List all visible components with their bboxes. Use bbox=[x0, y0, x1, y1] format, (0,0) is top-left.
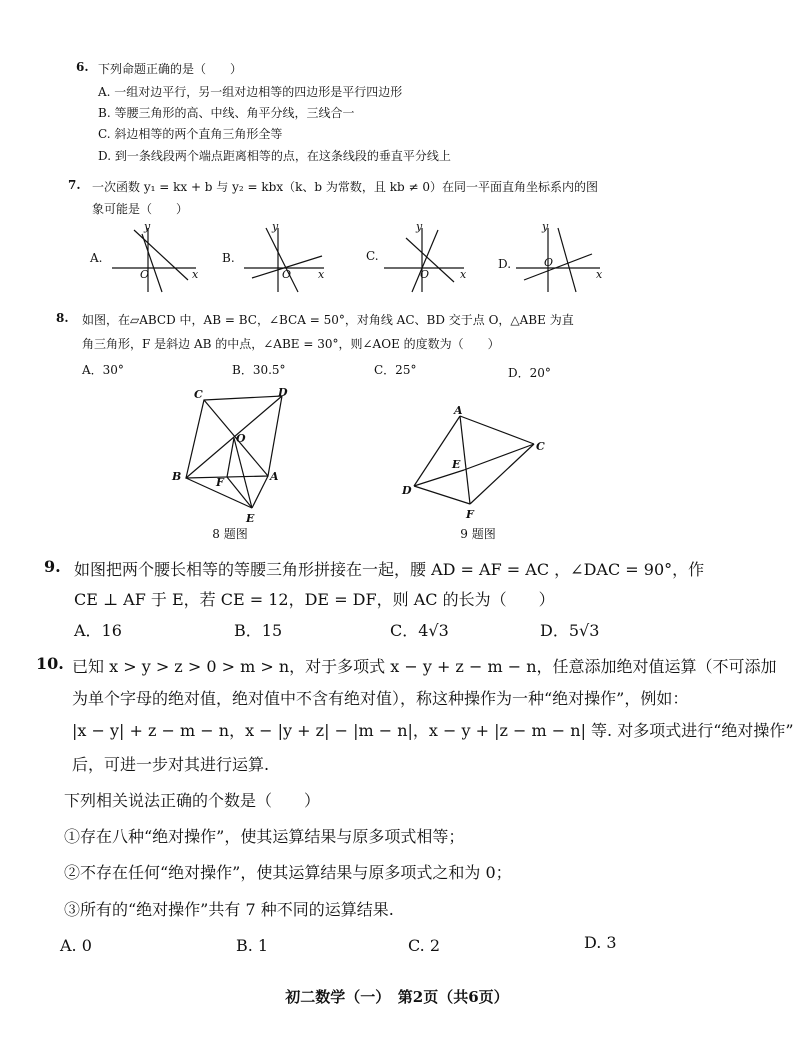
q9-option-a: A．16 bbox=[74, 621, 122, 640]
fig8-label-a: A bbox=[270, 470, 279, 483]
fig8-segment-ae bbox=[252, 476, 268, 508]
fig8-label-o: O bbox=[236, 432, 246, 445]
fig9-segment-df bbox=[414, 486, 470, 504]
q9-stem-line2: CE ⊥ AF 于 E，若 CE = 12，DE = DF，则 AC 的长为（ ） bbox=[74, 590, 555, 609]
q7-option-b-label: B. bbox=[222, 251, 235, 265]
q10-statement-2: ②不存在任何“绝对操作”，使其运算结果与原多项式之和为 0； bbox=[64, 863, 512, 882]
q7-c-x-label: x bbox=[460, 268, 467, 281]
q7-a-y-label: y bbox=[144, 220, 151, 233]
q8-option-d: D．20° bbox=[508, 366, 551, 380]
q9-number: 9. bbox=[44, 557, 61, 576]
q8-option-b: B．30.5° bbox=[232, 363, 286, 377]
q10-option-d: D. 3 bbox=[584, 933, 617, 952]
q9-option-c: C．4√3 bbox=[390, 621, 449, 640]
fig9-label-c: C bbox=[536, 440, 545, 453]
q7-c-y-label: y bbox=[416, 220, 423, 233]
q10-line4: 后，可进一步对其进行运算. bbox=[72, 755, 270, 774]
q7-c-line1 bbox=[406, 238, 454, 282]
q6-option-d: D. 到一条线段两个端点距离相等的点，在这条线段的垂直平分线上 bbox=[98, 149, 451, 163]
q10-statement-1: ①存在八种“绝对操作”，使其运算结果与原多项式相等； bbox=[64, 827, 465, 846]
q7-c-line2 bbox=[412, 230, 438, 292]
fig8-label-c: C bbox=[194, 388, 203, 401]
q8-option-a: A．30° bbox=[82, 363, 124, 377]
q7-option-a-label: A. bbox=[90, 251, 103, 265]
q7-b-line1 bbox=[266, 228, 298, 292]
q6-stem: 下列命题正确的是（ ） bbox=[98, 62, 243, 76]
figure-9 bbox=[398, 400, 558, 544]
q7-a-line1 bbox=[142, 234, 162, 292]
q6-option-c: C. 斜边相等的两个直角三角形全等 bbox=[98, 127, 283, 141]
fig9-segment-ec bbox=[464, 444, 534, 470]
q7-graphs bbox=[84, 220, 644, 300]
fig8-segment-of bbox=[227, 438, 234, 477]
q10-option-c: C. 2 bbox=[408, 936, 441, 955]
fig9-segment-ad bbox=[414, 416, 460, 486]
fig9-caption: 9 题图 bbox=[460, 527, 496, 541]
q7-stem-line2: 象可能是（ ） bbox=[92, 202, 189, 216]
q7-d-x-label: x bbox=[596, 268, 603, 281]
q9-option-b: B．15 bbox=[234, 621, 283, 640]
q10-number: 10. bbox=[36, 654, 64, 673]
q7-d-y-label: y bbox=[542, 220, 549, 233]
fig8-caption: 8 题图 bbox=[212, 527, 248, 541]
fig8-label-e: E bbox=[246, 512, 255, 525]
fig9-label-e: E bbox=[452, 458, 461, 471]
page-footer: 初二数学（一） 第2页（共6页） bbox=[285, 988, 509, 1006]
q7-b-y-label: y bbox=[272, 220, 279, 233]
q8-number: 8. bbox=[56, 311, 69, 325]
q7-d-line1 bbox=[524, 254, 592, 280]
fig9-segment-de bbox=[414, 470, 464, 486]
q7-a-origin: O bbox=[140, 268, 150, 281]
fig9-label-a: A bbox=[454, 404, 463, 417]
fig9-segment-fc bbox=[470, 444, 534, 504]
q8-stem-line1: 如图，在▱ABCD 中，AB = BC，∠BCA = 50°，对角线 AC、BD 交于点 O，△ABE 为直 bbox=[82, 313, 574, 327]
q10-line5: 下列相关说法正确的个数是（ ） bbox=[64, 791, 321, 810]
q7-c-origin: O bbox=[420, 268, 430, 281]
figure-8 bbox=[164, 384, 300, 544]
q8-option-c: C．25° bbox=[374, 363, 417, 377]
q7-option-c-label: C. bbox=[366, 249, 379, 263]
q10-line2: 为单个字母的绝对值，绝对值中不含有绝对值），称这种操作为一种“绝对操作”，例如： bbox=[72, 689, 689, 708]
q10-line3: |x − y| + z − m − n，x − |y + z| − |m − n|，x − y + |z − m − n| 等. 对多项式进行“绝对操作” bbox=[72, 721, 794, 740]
q7-d-origin: O bbox=[544, 256, 554, 269]
fig9-segment-af bbox=[460, 416, 470, 504]
q7-d-line2 bbox=[558, 228, 576, 292]
fig9-label-d: D bbox=[402, 484, 412, 497]
q7-a-x-label: x bbox=[192, 268, 199, 281]
q8-stem-line2: 角三角形，F 是斜边 AB 的中点，∠ABE = 30°，则∠AOE 的度数为（ ） bbox=[82, 337, 500, 351]
q6-number: 6. bbox=[76, 60, 89, 74]
fig9-segment-ac bbox=[460, 416, 534, 444]
q7-b-origin: O bbox=[282, 268, 292, 281]
q10-statement-3: ③所有的“绝对操作”共有 7 种不同的运算结果. bbox=[64, 900, 394, 919]
fig8-label-b: B bbox=[172, 470, 182, 483]
q7-b-x-label: x bbox=[318, 268, 325, 281]
q7-stem-line1: 一次函数 y₁ = kx + b 与 y₂ = kbx（k、b 为常数，且 kb ≠ 0）在同一平面直角坐标系内的图 bbox=[92, 180, 598, 194]
q10-line1: 已知 x > y > z > 0 > m > n，对于多项式 x − y + z − m − n，任意添加绝对值运算（不可添加 bbox=[72, 657, 777, 676]
q6-option-a: A. 一组对边平行，另一组对边相等的四边形是平行四边形 bbox=[98, 85, 403, 99]
q9-option-d: D．5√3 bbox=[540, 621, 600, 640]
fig8-label-f: F bbox=[216, 476, 224, 489]
q9-stem-line1: 如图把两个腰长相等的等腰三角形拼接在一起，腰 AD = AF = AC ，∠DAC = 90°，作 bbox=[74, 560, 705, 579]
q7-option-d-label: D. bbox=[498, 257, 512, 271]
q10-option-a: A. 0 bbox=[60, 936, 92, 955]
q7-number: 7. bbox=[68, 178, 81, 192]
fig9-label-f: F bbox=[466, 508, 474, 521]
fig8-diagonal-bd bbox=[186, 396, 282, 478]
q6-option-b: B. 等腰三角形的高、中线、角平分线，三线合一 bbox=[98, 106, 355, 120]
fig8-label-d: D bbox=[278, 386, 288, 399]
q10-option-b: B. 1 bbox=[236, 936, 269, 955]
